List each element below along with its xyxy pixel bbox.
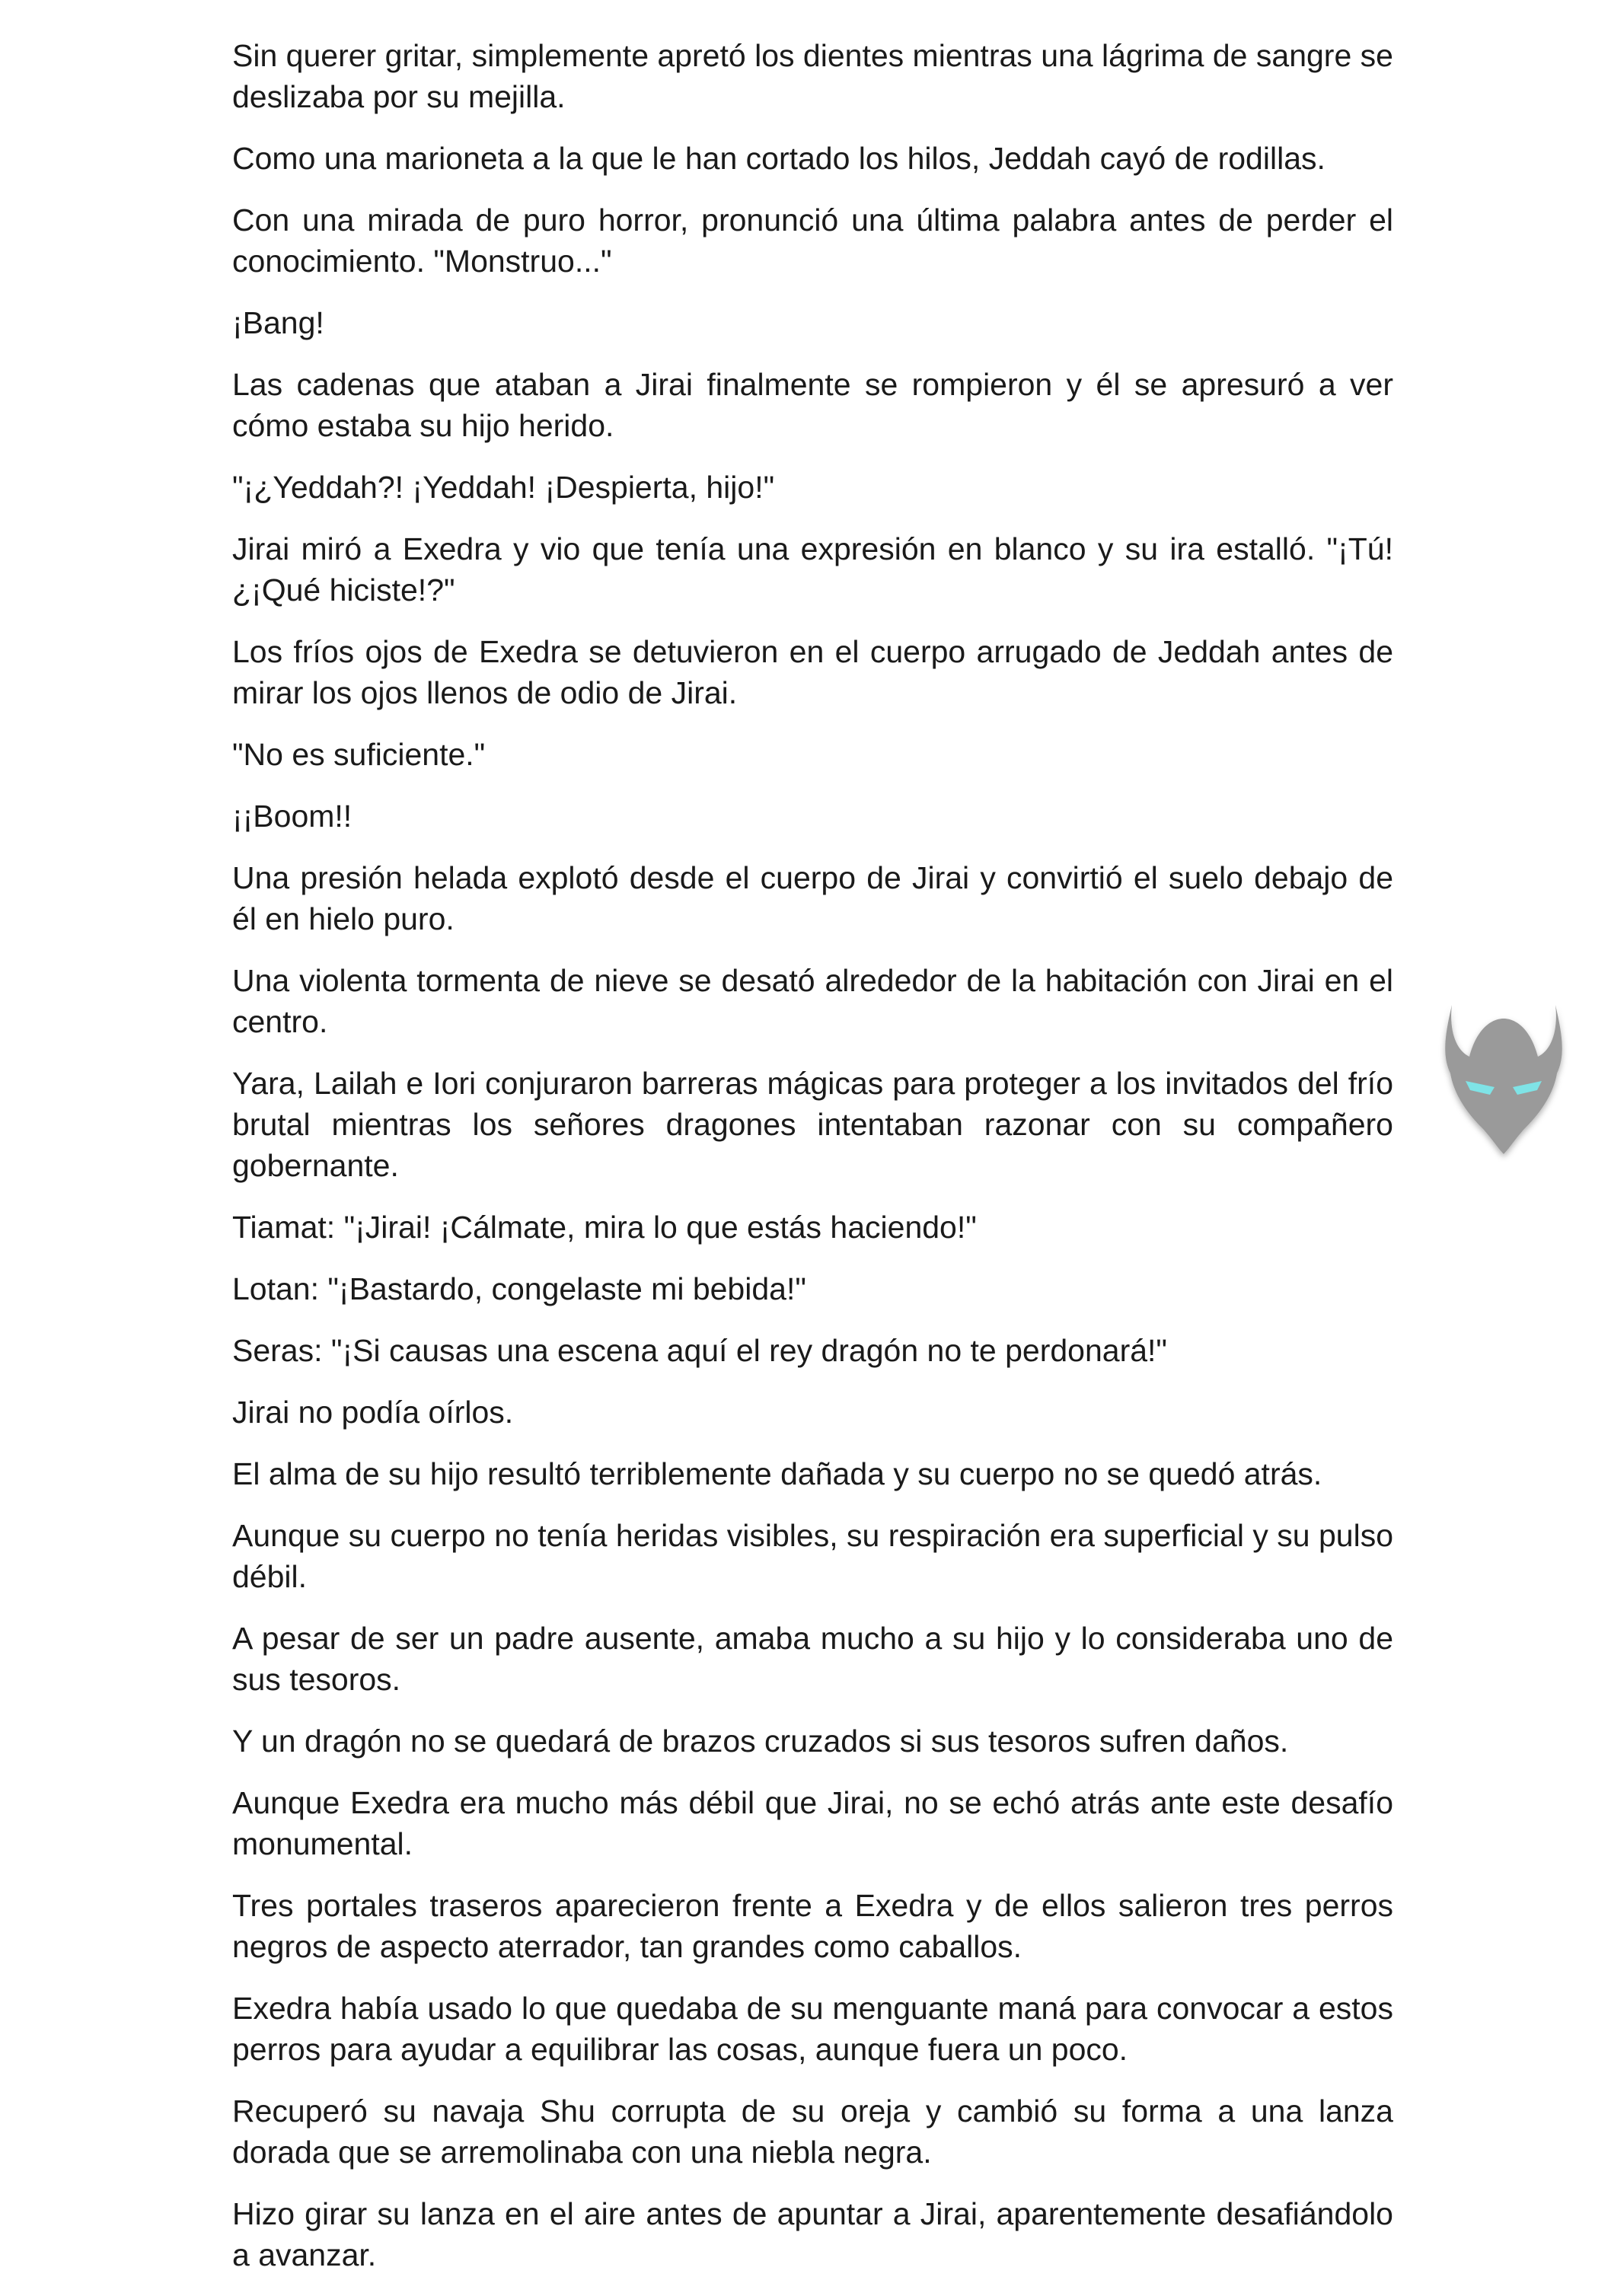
paragraph: ¡¡Boom!!: [232, 799, 353, 834]
paragraph: Aunque Exedra era mucho más débil que Jirai, no se echó atrás ante este desafío monumental.: [232, 1785, 1393, 1861]
paragraph: Exedra había usado lo que quedaba de su menguante maná para convocar a estos perros para ayudar a equilibrar las cosas, aunque fuera un poco.: [232, 1991, 1393, 2067]
paragraph: Los fríos ojos de Exedra se detuvieron en el cuerpo arrugado de Jeddah antes de mirar los ojos llenos de odio de Jirai.: [232, 634, 1393, 710]
paragraph: Aunque su cuerpo no tenía heridas visibles, su respiración era superficial y su pulso débil.: [232, 1518, 1393, 1594]
paragraph: Sin querer gritar, simplemente apretó los dientes mientras una lágrima de sangre se deslizaba por su mejilla.: [232, 38, 1393, 114]
paragraph: El alma de su hijo resultó terriblemente dañada y su cuerpo no se quedó atrás.: [232, 1456, 1322, 1491]
paragraph: "No es suficiente.": [232, 737, 486, 772]
horned-demon-head-icon: [1435, 990, 1572, 1165]
paragraph: "¡¿Yeddah?! ¡Yeddah! ¡Despierta, hijo!": [232, 470, 775, 505]
paragraph: Recuperó su navaja Shu corrupta de su oreja y cambió su forma a una lanza dorada que se arremolinaba con una niebla negra.: [232, 2094, 1393, 2170]
paragraph: Lotan: "¡Bastardo, congelaste mi bebida!": [232, 1271, 806, 1306]
paragraph: Hizo girar su lanza en el aire antes de apuntar a Jirai, aparentemente desafiándolo a avanzar.: [232, 2196, 1393, 2272]
paragraph: Jirai no podía oírlos.: [232, 1395, 514, 1430]
paragraph: ¡Bang!: [232, 305, 324, 340]
text-column: [232, 35, 1393, 2296]
paragraph: Las cadenas que ataban a Jirai finalmente se rompieron y él se apresuró a ver cómo estaba su hijo herido.: [232, 367, 1393, 443]
paragraph: Una violenta tormenta de nieve se desató alrededor de la habitación con Jirai en el centro.: [232, 963, 1393, 1039]
paragraph: Con una mirada de puro horror, pronunció una última palabra antes de perder el conocimiento. "Monstruo...": [232, 202, 1393, 279]
paragraph: Jirai miró a Exedra y vio que tenía una expresión en blanco y su ira estalló. "¡Tú! ¿¡Qué hiciste!?": [232, 531, 1393, 607]
paragraph: Como una marioneta a la que le han cortado los hilos, Jeddah cayó de rodillas.: [232, 141, 1325, 176]
head-shape: [1445, 1005, 1562, 1154]
paragraph: Seras: "¡Si causas una escena aquí el rey dragón no te perdonará!": [232, 1333, 1167, 1368]
paragraph: Tres portales traseros aparecieron frente a Exedra y de ellos salieron tres perros negros de aspecto aterrador, tan grandes como caballos.: [232, 1888, 1393, 1964]
paragraph: Y un dragón no se quedará de brazos cruzados si sus tesoros sufren daños.: [232, 1724, 1289, 1759]
paragraph: Tiamat: "¡Jirai! ¡Cálmate, mira lo que estás haciendo!": [232, 1210, 977, 1245]
paragraph: Una presión helada explotó desde el cuerpo de Jirai y convirtió el suelo debajo de él en hielo puro.: [232, 860, 1393, 936]
paragraph: Yara, Lailah e Iori conjuraron barreras mágicas para proteger a los invitados del frío brutal mientras los señores dragones intentaban razonar con su compañero gobernante.: [232, 1066, 1393, 1183]
paragraph: A pesar de ser un padre ausente, amaba mucho a su hijo y lo consideraba uno de sus tesoros.: [232, 1621, 1393, 1697]
